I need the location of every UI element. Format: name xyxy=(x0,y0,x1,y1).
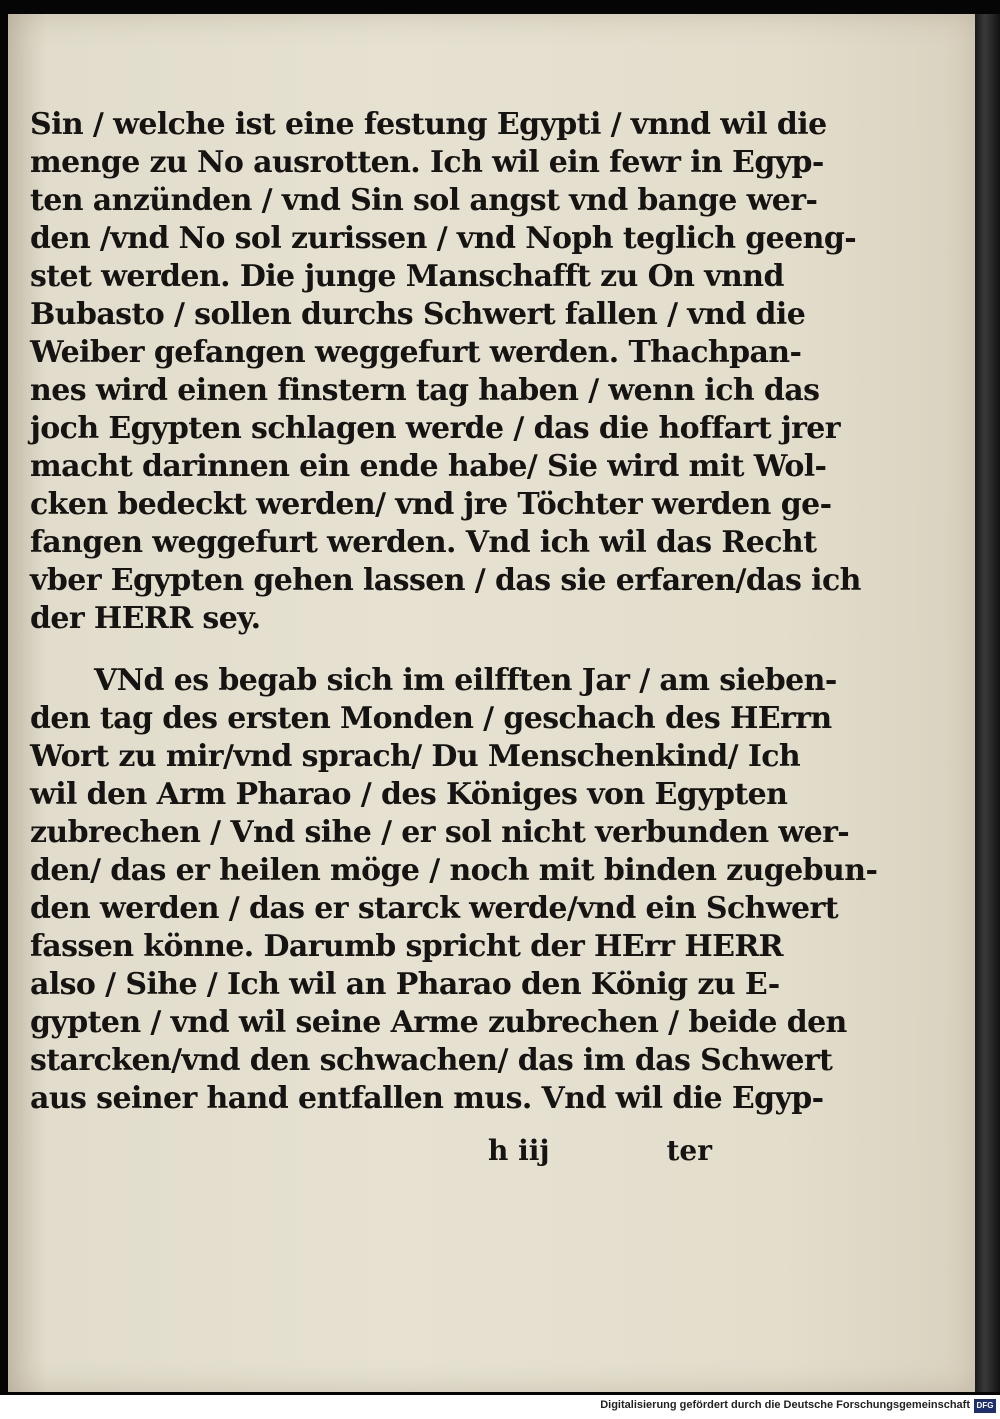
text-line: aus seiner hand entfallen mus. Vnd wil die Egyp- xyxy=(30,1081,824,1116)
text-line: wil den Arm Pharao / des Königes von Egypten xyxy=(30,777,788,812)
text-line: macht darinnen ein ende habe/ Sie wird mit Wol- xyxy=(30,449,827,484)
catchword: ter xyxy=(666,1134,712,1167)
text-line: fangen weggefurt werden. Vnd ich wil das Recht xyxy=(30,525,817,560)
text-line: starcken/vnd den schwachen/ das im das Schwert xyxy=(30,1043,833,1078)
paragraph-gap xyxy=(30,638,720,662)
text-line: vber Egypten gehen lassen / das sie erfaren/das ich xyxy=(30,563,861,598)
text-line: Wort zu mir/vnd sprach/ Du Menschenkind/ Ich xyxy=(30,739,801,774)
text-line: den werden / das er starck werde/vnd ein Schwert xyxy=(30,891,838,926)
text-line: also / Sihe / Ich wil an Pharao den König zu E- xyxy=(30,967,780,1002)
text-line: stet werden. Die junge Manschafft zu On vnnd xyxy=(30,259,784,294)
funding-credit: Digitalisierung gefördert durch die Deutsche Forschungsgemeinschaft xyxy=(600,1399,970,1411)
text-line: den tag des ersten Monden / geschach des HErrn xyxy=(30,701,832,736)
text-line: fassen könne. Darumb spricht der HErr HERR xyxy=(30,929,783,964)
text-line: VNd es begab sich im eilfften Jar / am sieben- xyxy=(94,663,837,698)
text-line: den /vnd No sol zurissen / vnd Noph teglich geeng- xyxy=(30,221,857,256)
text-line: menge zu No ausrotten. Ich wil ein fewr in Egyp- xyxy=(30,145,824,180)
credit-bar xyxy=(0,1395,1000,1419)
book-page xyxy=(8,14,976,1392)
text-line: joch Egypten schlagen werde / das die hoffart jrer xyxy=(30,411,840,446)
text-line: zubrechen / Vnd sihe / er sol nicht verbunden wer- xyxy=(30,815,850,850)
text-line: der HERR sey. xyxy=(30,601,261,636)
text-line: cken bedeckt werden/ vnd jre Töchter werden ge- xyxy=(30,487,832,522)
text-line: Sin / welche ist eine festung Egypti / vnnd wil die xyxy=(30,107,827,142)
text-line: Weiber gefangen weggefurt werden. Thachpan- xyxy=(30,335,802,370)
signature-mark: h iij xyxy=(488,1134,550,1167)
text-line: Bubasto / sollen durchs Schwert fallen / vnd die xyxy=(30,297,806,332)
page-edge xyxy=(975,14,1000,1392)
text-line: nes wird einen finstern tag haben / wenn ich das xyxy=(30,373,820,408)
page-footer xyxy=(30,1134,720,1174)
text-line: ten anzünden / vnd Sin sol angst vnd bange wer- xyxy=(30,183,818,218)
page-text xyxy=(30,106,878,1118)
text-line: den/ das er heilen möge / noch mit binden zugebun- xyxy=(30,853,878,888)
dfg-logo-icon: DFG xyxy=(974,1399,996,1413)
text-line: gypten / vnd wil seine Arme zubrechen / beide den xyxy=(30,1005,847,1040)
